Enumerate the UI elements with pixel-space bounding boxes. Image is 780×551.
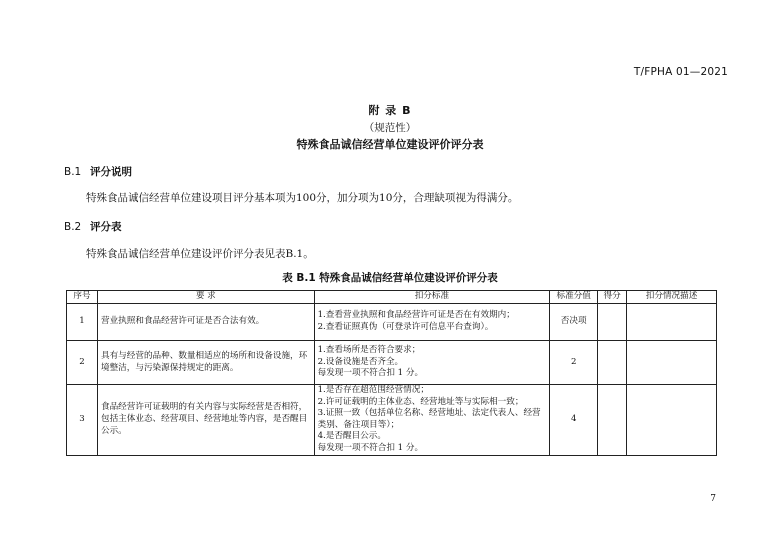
section-paragraph-b1: 特殊食品诚信经营单位建设项目评分基本项为100分，加分项为10分，合理缺项视为得满分。 [86,192,519,204]
annex-name: 特殊食品诚信经营单位建设评价评分表 [296,138,484,151]
evaluation-table [66,290,717,456]
criteria-line: 1.查看营业执照和食品经营许可证是否在有效期内； [317,310,515,321]
criteria-line: 每发现一项不符合扣 1 分。 [317,442,424,453]
cell-no: 2 [67,341,98,385]
col-header-criteria: 扣分标准 [314,291,550,304]
section-heading-b2 [64,219,122,234]
criteria-line: 2.查看证照真伪（可登录许可信息平台查询）。 [317,322,494,332]
cell-requirement: 食品经营许可证载明的有关内容与实际经营是否相符，包括主体业态、经营项目、经营地址等内容，是否醒目公示。 [97,385,314,456]
criteria-line: 2.许可证载明的主体业态、经营地址等与实际相一致； [317,396,524,407]
cell-desc[interactable] [627,385,717,456]
cell-requirement: 营业执照和食品经营许可证是否合法有效。 [97,304,314,341]
section-heading-b1 [64,164,132,179]
cell-score: 2 [550,341,598,385]
cell-requirement: 具有与经营的品种、数量相适应的场所和设备设施，环境整洁，与污染源保持规定的距离。 [97,341,314,385]
cell-criteria [314,385,550,456]
col-header-requirement: 要 求 [97,291,314,304]
criteria-line: 1.查看场所是否符合要求； [317,345,421,356]
cell-no: 3 [67,385,98,456]
table-header-row [67,291,717,304]
table-row [67,341,717,385]
page-number: 7 [710,494,716,504]
criteria-line: 2.设备设施是否齐全。 [317,356,404,367]
criteria-line: 1.是否存在超范围经营情况； [317,385,429,395]
annex-type: （规范性） [363,122,417,134]
cell-criteria [314,304,550,341]
section-number: B.2 [64,221,82,233]
criteria-line: 每发现一项不符合扣 1 分。 [317,368,424,379]
section-paragraph-b2: 特殊食品诚信经营单位建设评价评分表见表B.1。 [86,248,314,260]
section-number: B.1 [64,166,82,178]
cell-got[interactable] [598,385,627,456]
table-row [67,385,717,456]
cell-got[interactable] [598,341,627,385]
table-caption: 表 B.1 特殊食品诚信经营单位建设评价评分表 [282,272,498,284]
section-title: 评分说明 [90,166,132,178]
cell-criteria [314,341,550,385]
cell-desc[interactable] [627,304,717,341]
standard-code: T/FPHA 01—2021 [633,66,728,78]
cell-score: 否决项 [550,304,598,341]
col-header-score: 标准分值 [550,291,598,304]
table-row [67,304,717,341]
cell-desc[interactable] [627,341,717,385]
cell-got[interactable] [598,304,627,341]
col-header-no: 序号 [67,291,98,304]
col-header-desc: 扣分情况描述 [627,291,717,304]
cell-no: 1 [67,304,98,341]
criteria-line: 3.证照一致（包括单位名称、经营地址、法定代表人、经营类别、备注项目等）； [317,408,541,430]
section-title: 评分表 [90,221,122,233]
annex-title: 附 录 B [368,104,412,117]
cell-score: 4 [550,385,598,456]
col-header-got: 得分 [598,291,627,304]
criteria-line: 4.是否醒目公示。 [317,431,386,442]
